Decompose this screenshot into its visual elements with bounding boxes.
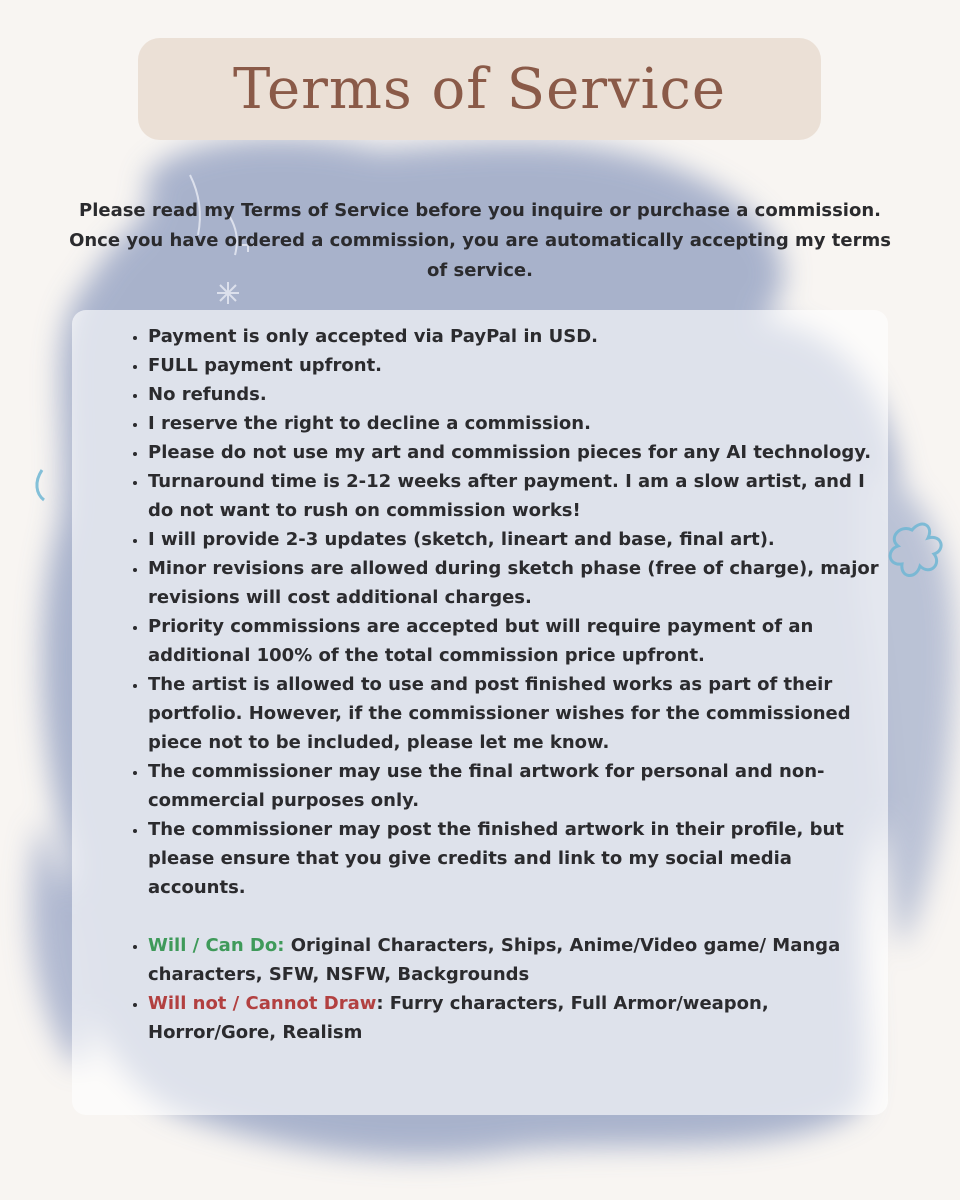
intro-text: Please read my Terms of Service before you inquire or purchase a commission. Once you have ordered a commission, you are automatically accepting my terms of service. bbox=[69, 200, 891, 281]
list-item: • The commissioner may use the final artwork for personal and non-commercial purposes only. bbox=[148, 757, 888, 815]
list-item: • The commissioner may post the finished artwork in their profile, but please ensure that you give credits and link to my social media accounts. bbox=[148, 815, 888, 902]
list-item: • Minor revisions are allowed during sketch phase (free of charge), major revisions will cost additional charges. bbox=[148, 554, 888, 612]
list-item: • I reserve the right to decline a commission. bbox=[148, 409, 888, 438]
list-item: • Turnaround time is 2-12 weeks after payment. I am a slow artist, and I do not want to rush on commission works! bbox=[148, 467, 888, 525]
list-item: • The artist is allowed to use and post finished works as part of their portfolio. However, if the commissioner wishes for the commissioned piece not to be included, please let me know. bbox=[148, 670, 888, 757]
list-item: • FULL payment upfront. bbox=[148, 351, 888, 380]
list-item: • Payment is only accepted via PayPal in USD. bbox=[148, 322, 888, 351]
page-title: Terms of Service bbox=[232, 56, 727, 122]
list-item: • I will provide 2-3 updates (sketch, lineart and base, final art). bbox=[148, 525, 888, 554]
will-do-text: Original Characters, Ships, Anime/Video game/ Manga characters, SFW, NSFW, Backgrounds bbox=[148, 935, 841, 985]
will-do-label: Will / Can Do: bbox=[148, 935, 285, 956]
will-do-item bbox=[148, 931, 888, 989]
list-item: • Priority commissions are accepted but will require payment of an additional 100% of the total commission price upfront. bbox=[148, 612, 888, 670]
list-item: • Please do not use my art and commission pieces for any AI technology. bbox=[148, 438, 888, 467]
title-banner bbox=[138, 38, 821, 140]
will-not-item bbox=[148, 989, 888, 1047]
will-not-label: Will not / Cannot Draw bbox=[148, 993, 377, 1014]
will-not-text: : Furry characters, Full Armor/weapon, Horror/Gore, Realism bbox=[148, 993, 769, 1043]
terms-list bbox=[130, 322, 888, 1047]
list-item: • No refunds. bbox=[148, 380, 888, 409]
